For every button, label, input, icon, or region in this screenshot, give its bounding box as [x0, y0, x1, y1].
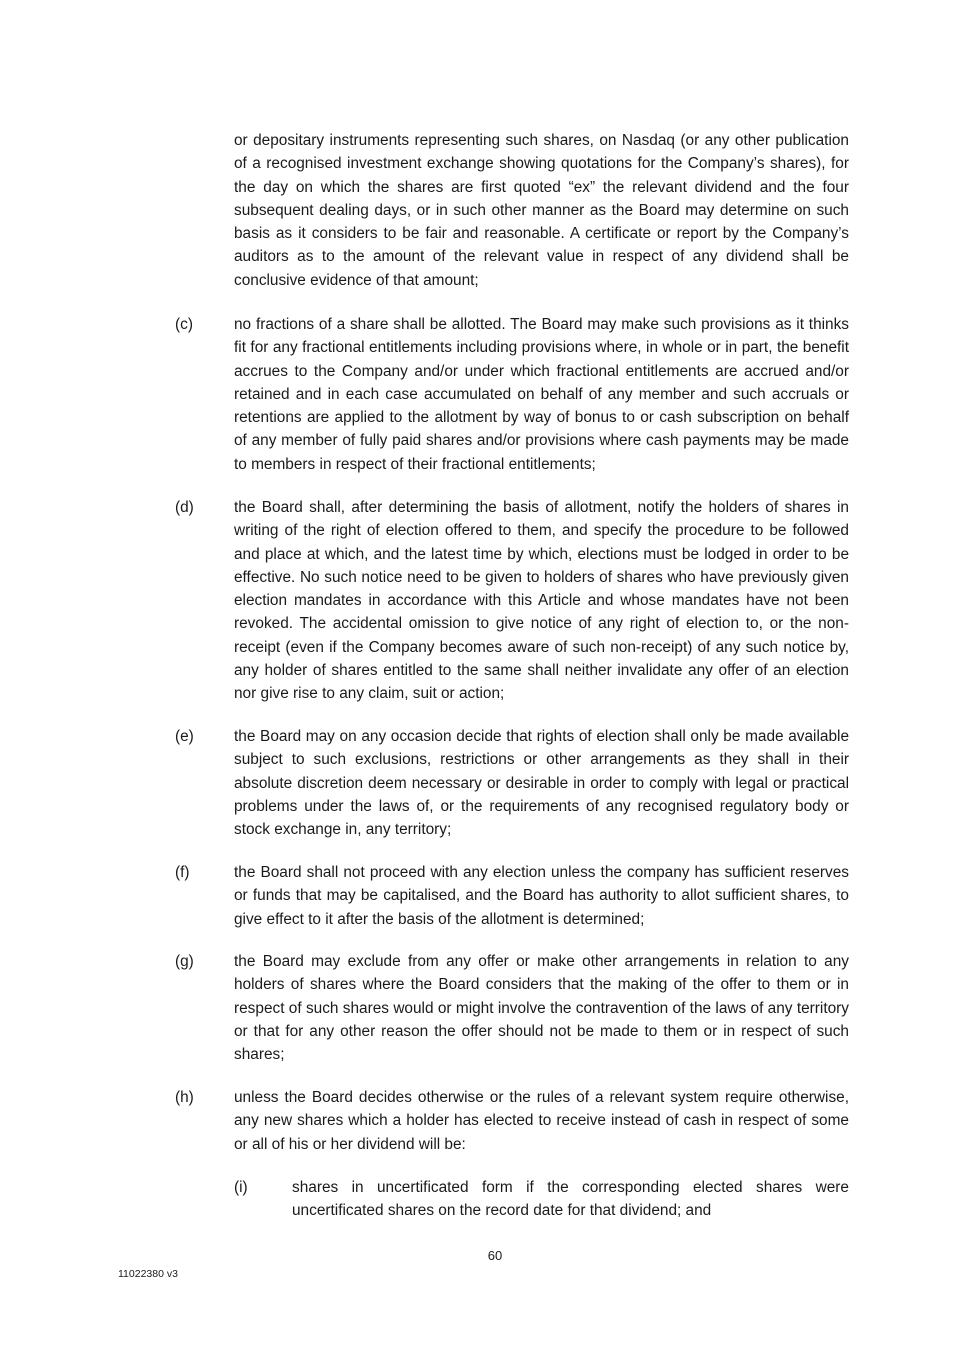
clause-label-e: (e): [175, 728, 194, 745]
clause-label-c: (c): [175, 316, 193, 333]
document-reference: 11022380 v3: [118, 1268, 178, 1280]
subclause-text-i: shares in uncertificated form if the corresponding elected shares were uncertificated shares on the record date for that dividend; and: [292, 1179, 849, 1220]
continuation-paragraph: or depositary instruments representing such shares, on Nasdaq (or any other publication of a recognised investment exchange showing quotations for the Company’s shares), for the day on which the shares are first quoted “ex” the relevant dividend and the four subsequent dealing days, or in such other manner as the Board may determine on such basis as it considers to be fair and reasonable. A certificate or report by the Company’s auditors as to the amount of the relevant value in respect of any dividend shall be conclusive evidence of that amount;: [234, 132, 849, 289]
clause-text-e: the Board may on any occasion decide that rights of election shall only be made available subject to such exclusions, restrictions or other arrangements as they shall in their absolute discretion deem necessary or desirable in order to comply with legal or practical problems under the laws of, or the requirements of any recognised regulatory body or stock exchange in, any territory;: [234, 728, 849, 839]
clause-label-d: (d): [175, 499, 194, 516]
clause-text-d: the Board shall, after determining the basis of allotment, notify the holders of shares in writing of the right of election offered to them, and specify the procedure to be followed and place at which, and the latest time by which, elections must be lodged in order to be effective. No such notice need to be given to holders of shares who have previously given election mandates in accordance with this Article and whose mandates have not been revoked. The accidental omission to give notice of any right of election to, or the non-receipt (even if the Company becomes aware of such non-receipt) of any such notice by, any holder of shares entitled to the same shall neither invalidate any offer of an election nor give rise to any claim, suit or action;: [234, 499, 849, 703]
page-number: 60: [487, 1248, 503, 1263]
clause-text-g: the Board may exclude from any offer or make other arrangements in relation to any holders of shares where the Board considers that the making of the offer to them or in respect of such shares would or might involve the contravention of the laws of any territory or that for any other reason the offer should not be made to them or in respect of such shares;: [234, 953, 849, 1064]
clause-text-c: no fractions of a share shall be allotted. The Board may make such provisions as it thinks fit for any fractional entitlements including provisions where, in whole or in part, the benefit accrues to the Company and/or under which fractional entitlements are accrued and/or retained and in each case accumulated on behalf of any member and such accruals or retentions are applied to the allotment by way of bonus to or cash subscription on behalf of any member of fully paid shares and/or provisions where cash payments may be made to members in respect of their fractional entitlements;: [234, 316, 849, 473]
clause-label-f: (f): [175, 864, 190, 881]
subclause-label-i: (i): [234, 1179, 248, 1196]
clause-label-h: (h): [175, 1089, 194, 1106]
clause-text-f: the Board shall not proceed with any election unless the company has sufficient reserves or funds that may be capitalised, and the Board has authority to allot sufficient shares, to give effect to it after the basis of the allotment is determined;: [234, 864, 849, 928]
clause-text-h: unless the Board decides otherwise or the rules of a relevant system require otherwise, any new shares which a holder has elected to receive instead of cash in respect of some or all of his or her dividend will be:: [234, 1089, 849, 1153]
clause-label-g: (g): [175, 953, 194, 970]
